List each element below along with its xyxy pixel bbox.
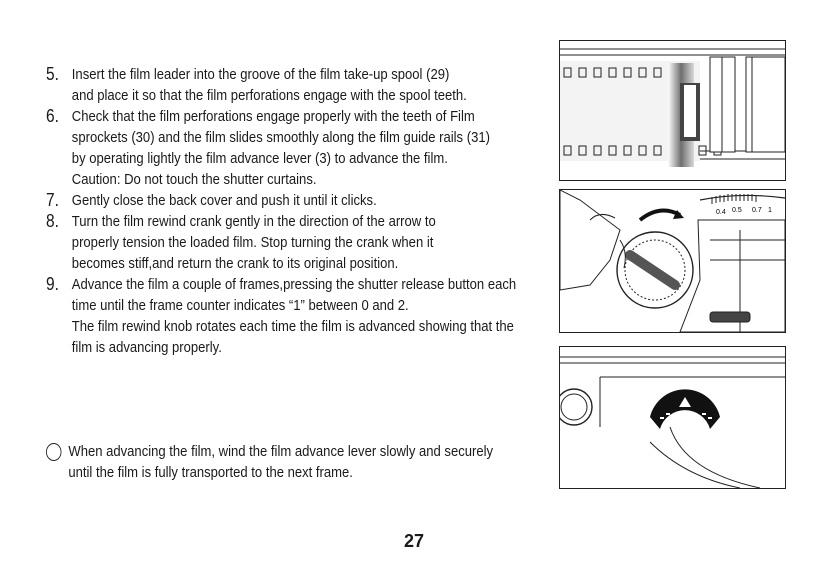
frame-counter-illustration bbox=[559, 346, 786, 489]
step-number: 8. bbox=[46, 211, 59, 231]
note-text: until the film is fully transported to the next frame. bbox=[68, 464, 353, 481]
step-text: sprockets (30) and the film slides smoothly along the film guide rails (31) bbox=[71, 129, 490, 146]
step-8 bbox=[46, 211, 528, 274]
step-7 bbox=[46, 190, 528, 211]
step-text: Advance the film a couple of frames,pressing the shutter release button each bbox=[71, 276, 517, 293]
note-text: When advancing the film, wind the film advance lever slowly and securely bbox=[68, 443, 494, 460]
step-9 bbox=[46, 274, 528, 358]
step-text: The film rewind knob rotates each time the film is advanced showing that the bbox=[71, 318, 514, 335]
step-number: 7. bbox=[46, 190, 59, 210]
step-text: time until the frame counter indicates “1” between 0 and 2. bbox=[71, 297, 409, 314]
step-number: 5. bbox=[46, 64, 59, 84]
step-text: by operating lightly the film advance lever (3) to advance the film. bbox=[71, 150, 448, 167]
step-5 bbox=[46, 64, 528, 106]
lens-scale-label: 0.7 bbox=[752, 207, 762, 214]
lens-scale-label: 0.5 bbox=[732, 207, 742, 214]
lens-scale-label: 0.4 bbox=[716, 209, 726, 216]
note-block bbox=[46, 441, 528, 483]
step-number: 6. bbox=[46, 106, 59, 126]
step-text: and place it so that the film perforations engage with the spool teeth. bbox=[71, 87, 467, 104]
frame-counter-value: 1 bbox=[680, 414, 688, 430]
step-text: film is advancing properly. bbox=[71, 339, 222, 356]
step-text: Check that the film perforations engage properly with the teeth of Film bbox=[71, 108, 475, 125]
instruction-steps bbox=[46, 64, 528, 358]
rewind-crank-illustration bbox=[559, 189, 786, 333]
step-text: properly tension the loaded film. Stop turning the crank when it bbox=[71, 234, 434, 251]
step-text: becomes stiff,and return the crank to its original position. bbox=[71, 255, 399, 272]
circle-icon bbox=[46, 443, 61, 461]
step-6 bbox=[46, 106, 528, 190]
caution-text: Caution: Do not touch the shutter curtains. bbox=[71, 171, 317, 188]
film-spool-illustration bbox=[559, 40, 786, 181]
page-number: 27 bbox=[404, 531, 425, 551]
step-number: 9. bbox=[46, 274, 59, 294]
step-text: Turn the film rewind crank gently in the direction of the arrow to bbox=[71, 213, 436, 230]
lens-scale-label: 1 bbox=[768, 207, 772, 214]
step-text: Insert the film leader into the groove of the film take-up spool (29) bbox=[71, 66, 450, 83]
step-text: Gently close the back cover and push it until it clicks. bbox=[71, 192, 377, 209]
